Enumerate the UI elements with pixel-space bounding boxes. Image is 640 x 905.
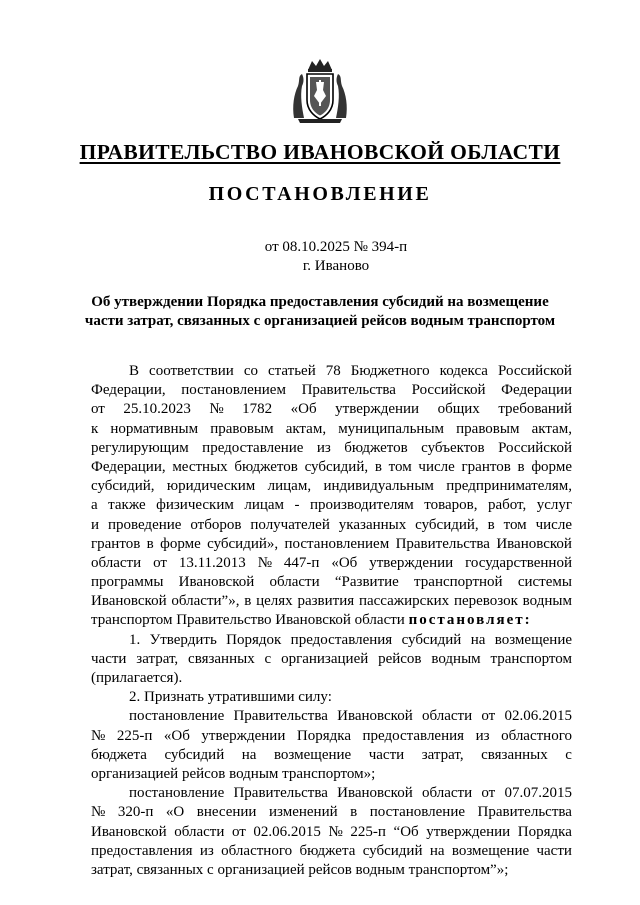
word: государственной: [465, 554, 572, 571]
document-body: [91, 362, 572, 880]
word: а: [91, 497, 98, 514]
text-line: [91, 707, 572, 726]
word: из: [199, 842, 214, 859]
word: связанных: [188, 650, 255, 667]
word: также: [108, 497, 146, 514]
text-line: [91, 496, 572, 515]
word: программы: [91, 574, 164, 591]
text-line: [91, 554, 572, 573]
word: области: [269, 574, 320, 591]
word: рейсов: [378, 650, 422, 667]
word: юридическим: [166, 478, 256, 495]
word: актам,: [531, 420, 572, 437]
word: с: [565, 746, 572, 763]
subject-line: Об утверждении Порядка предоставления субсидий на возмещение: [91, 294, 549, 310]
text-line: [91, 842, 572, 861]
document-type: ПОСТАНОВЛЕНИЕ: [208, 183, 432, 205]
word: субсидий,: [304, 458, 369, 475]
word: внесении: [196, 804, 257, 821]
word: организацией: [281, 650, 369, 667]
word: утверждении: [335, 401, 420, 418]
word: «О: [165, 804, 185, 821]
word: 225-п: [116, 727, 153, 744]
word: грантов: [91, 535, 141, 552]
word: утверждении: [426, 823, 511, 840]
document-subject: [0, 293, 640, 331]
word: 1782: [242, 401, 273, 418]
word: предоставление: [202, 439, 304, 456]
word: числе: [418, 458, 455, 475]
word: от: [481, 708, 496, 725]
word: в: [487, 516, 495, 533]
word: предоставления: [290, 631, 393, 648]
word: том: [388, 458, 412, 475]
word: услуг: [536, 497, 572, 514]
word: 07.07.2015: [504, 785, 572, 802]
word: соответствии: [149, 363, 234, 379]
word: развития: [297, 593, 355, 610]
word: затрат,: [136, 650, 179, 667]
resolves-keyword: постановляет:: [408, 612, 532, 629]
subject-line: части затрат, связанных с организацией рейсов водным транспортом: [84, 313, 556, 329]
word: системы: [517, 574, 572, 591]
word: 78: [325, 363, 341, 379]
word: транспортом: [490, 650, 572, 667]
word: целях: [256, 593, 293, 610]
word: субъектов: [421, 439, 485, 456]
word: утверждении: [369, 554, 454, 571]
word: области: [91, 554, 142, 571]
word: водным: [431, 650, 481, 667]
word: статьей: [268, 363, 316, 379]
word: правовым: [210, 420, 274, 437]
word: части: [368, 746, 405, 763]
word: на: [470, 631, 486, 648]
word: постановление: [129, 708, 225, 725]
word: грантов: [461, 458, 511, 475]
word: том: [503, 516, 527, 533]
word: муниципальным: [338, 420, 445, 437]
word: и: [91, 516, 100, 533]
word: В: [129, 363, 140, 379]
word: области: [174, 823, 225, 840]
word: со: [243, 363, 258, 379]
word: области: [421, 708, 473, 725]
word: Российской: [498, 439, 572, 456]
word: субсидий,: [415, 516, 479, 533]
word: бюджета: [91, 746, 147, 763]
text-line: [91, 362, 572, 381]
word: регулирующим: [91, 439, 189, 456]
text-line: [91, 477, 572, 496]
word: в: [146, 535, 154, 552]
word: №: [257, 554, 272, 571]
word: постановлением: [284, 535, 390, 552]
text-line: затрат, связанных с организацией рейсов водным транспортом”»;: [91, 861, 509, 878]
word: из: [316, 439, 331, 456]
word: Ивановской: [91, 823, 167, 840]
word: предоставления: [91, 842, 193, 859]
text-line: 2. Признать утратившими силу:: [129, 689, 332, 706]
word: Ивановской: [496, 535, 572, 552]
word: Федерации: [501, 382, 572, 399]
word: Федерации,: [91, 382, 166, 399]
word: физическим: [156, 497, 234, 514]
text-line: [91, 381, 572, 400]
word: товаров,: [424, 497, 478, 514]
text-line: [91, 573, 572, 592]
word: Порядка: [517, 823, 572, 840]
text-line: [91, 535, 572, 554]
word: возмещение: [273, 746, 352, 763]
word: изменений: [268, 804, 338, 821]
word: части: [91, 650, 127, 667]
text-line: [91, 592, 572, 611]
word: субсидий,: [91, 478, 155, 495]
word: возмещение: [451, 842, 530, 859]
word: к: [91, 420, 99, 437]
text-line: [91, 439, 572, 458]
word: 25.10.2023: [123, 401, 191, 418]
word: местных: [172, 458, 228, 475]
city: г. Иваново: [302, 258, 370, 274]
word: «Об: [163, 727, 190, 744]
text-line: [91, 631, 572, 650]
word: индивидуальным: [323, 478, 434, 495]
word: №: [328, 823, 343, 840]
word: бюджета: [299, 842, 356, 859]
text-line: (прилагается).: [91, 670, 183, 686]
word: от: [481, 785, 496, 802]
word: «Об: [290, 401, 317, 418]
word: постановление: [129, 785, 225, 802]
word: актам,: [285, 420, 327, 437]
word: лицам,: [267, 478, 312, 495]
word: бюджетов: [234, 458, 298, 475]
word: получателей: [250, 516, 330, 533]
text-line: [91, 746, 572, 765]
date-number: от 08.10.2025 № 394-п: [264, 239, 408, 255]
word: в: [374, 458, 382, 475]
word: субсидий: [401, 631, 462, 648]
word: общих: [437, 401, 480, 418]
word: области”»,: [171, 593, 240, 610]
word: проведение: [107, 516, 182, 533]
word: от: [91, 401, 105, 418]
word: Ивановской: [91, 593, 167, 610]
word: кодекса: [439, 363, 488, 379]
word: предоставления: [362, 727, 465, 744]
word: затрат,: [421, 746, 464, 763]
word: Бюджетного: [350, 363, 430, 379]
word: числе: [535, 516, 572, 533]
text-line: [91, 611, 572, 630]
word: Правительства: [233, 785, 328, 802]
word: Утвердить: [149, 631, 217, 648]
word: Правительства: [301, 382, 396, 399]
word: от: [153, 554, 167, 571]
text-line: [91, 400, 572, 419]
word: пассажирских: [358, 593, 450, 610]
word: работ,: [487, 497, 527, 514]
text-line: [91, 458, 572, 477]
word: транспортной: [414, 574, 503, 591]
word: лицам: [244, 497, 285, 514]
word: субсидий»,: [207, 535, 279, 552]
word: Правительства: [477, 804, 572, 821]
word: Порядок: [226, 631, 282, 648]
government-title: ПРАВИТЕЛЬСТВО ИВАНОВСКОЙ ОБЛАСТИ: [79, 140, 561, 164]
text-line: [91, 727, 572, 746]
word: постановлением: [181, 382, 286, 399]
word: нормативным: [110, 420, 199, 437]
word: Ивановской: [337, 785, 413, 802]
word: Ивановской: [178, 574, 255, 591]
word: Правительства: [233, 708, 328, 725]
word: «Об: [331, 554, 358, 571]
word: на: [241, 746, 257, 763]
word: 1.: [129, 631, 141, 648]
text-line: [91, 516, 572, 535]
word: связанных: [481, 746, 548, 763]
word: форме: [160, 535, 201, 552]
text-line: [91, 803, 572, 822]
word: субсидий: [164, 746, 225, 763]
word: №: [209, 401, 224, 418]
word: 13.11.2013: [178, 554, 246, 571]
word: указанных: [338, 516, 407, 533]
word: 02.06.2015: [504, 708, 572, 725]
word: водным: [522, 593, 572, 610]
word: в: [350, 804, 358, 821]
word: №: [91, 804, 106, 821]
word: “Об: [393, 823, 419, 840]
word: предпринимателям,: [446, 478, 572, 495]
word: перевозок: [453, 593, 518, 610]
word: №: [91, 727, 106, 744]
text-line: [91, 823, 572, 842]
word: в: [244, 593, 252, 610]
text-line: [91, 420, 572, 439]
word: областного: [221, 842, 293, 859]
word: области: [421, 785, 473, 802]
word: части: [536, 842, 572, 859]
word: 447-п: [283, 554, 320, 571]
word: форме: [531, 458, 572, 475]
word: 02.06.2015: [253, 823, 321, 840]
word: бюджетов: [344, 439, 408, 456]
word: производителям: [309, 497, 414, 514]
word: возмещение: [494, 631, 572, 648]
word: от: [231, 823, 246, 840]
word: постановление: [369, 804, 466, 821]
word: “Развитие: [334, 574, 399, 591]
text-line: [91, 650, 572, 669]
text-span: транспортом Правительство Ивановской области: [91, 612, 409, 629]
word: Федерации,: [91, 458, 166, 475]
word: 320-п: [117, 804, 154, 821]
word: на: [429, 842, 445, 859]
text-line: организацией рейсов водным транспортом»;: [91, 765, 376, 782]
word: из: [475, 727, 490, 744]
word: Российской: [411, 382, 486, 399]
word: областного: [501, 727, 572, 744]
word: Ивановской: [337, 708, 413, 725]
word: Российской: [497, 363, 572, 379]
word: -: [294, 497, 300, 514]
word: 225-п: [350, 823, 386, 840]
word: утверждении: [201, 727, 286, 744]
word: отборов: [190, 516, 242, 533]
word: требований: [498, 401, 572, 418]
word: Порядка: [296, 727, 351, 744]
word: с: [264, 650, 272, 667]
coat-of-arms-icon: [290, 56, 350, 126]
text-line: [91, 784, 572, 803]
word: Правительства: [395, 535, 490, 552]
word: субсидий: [362, 842, 423, 859]
word: правовым: [456, 420, 520, 437]
word: в: [517, 458, 525, 475]
